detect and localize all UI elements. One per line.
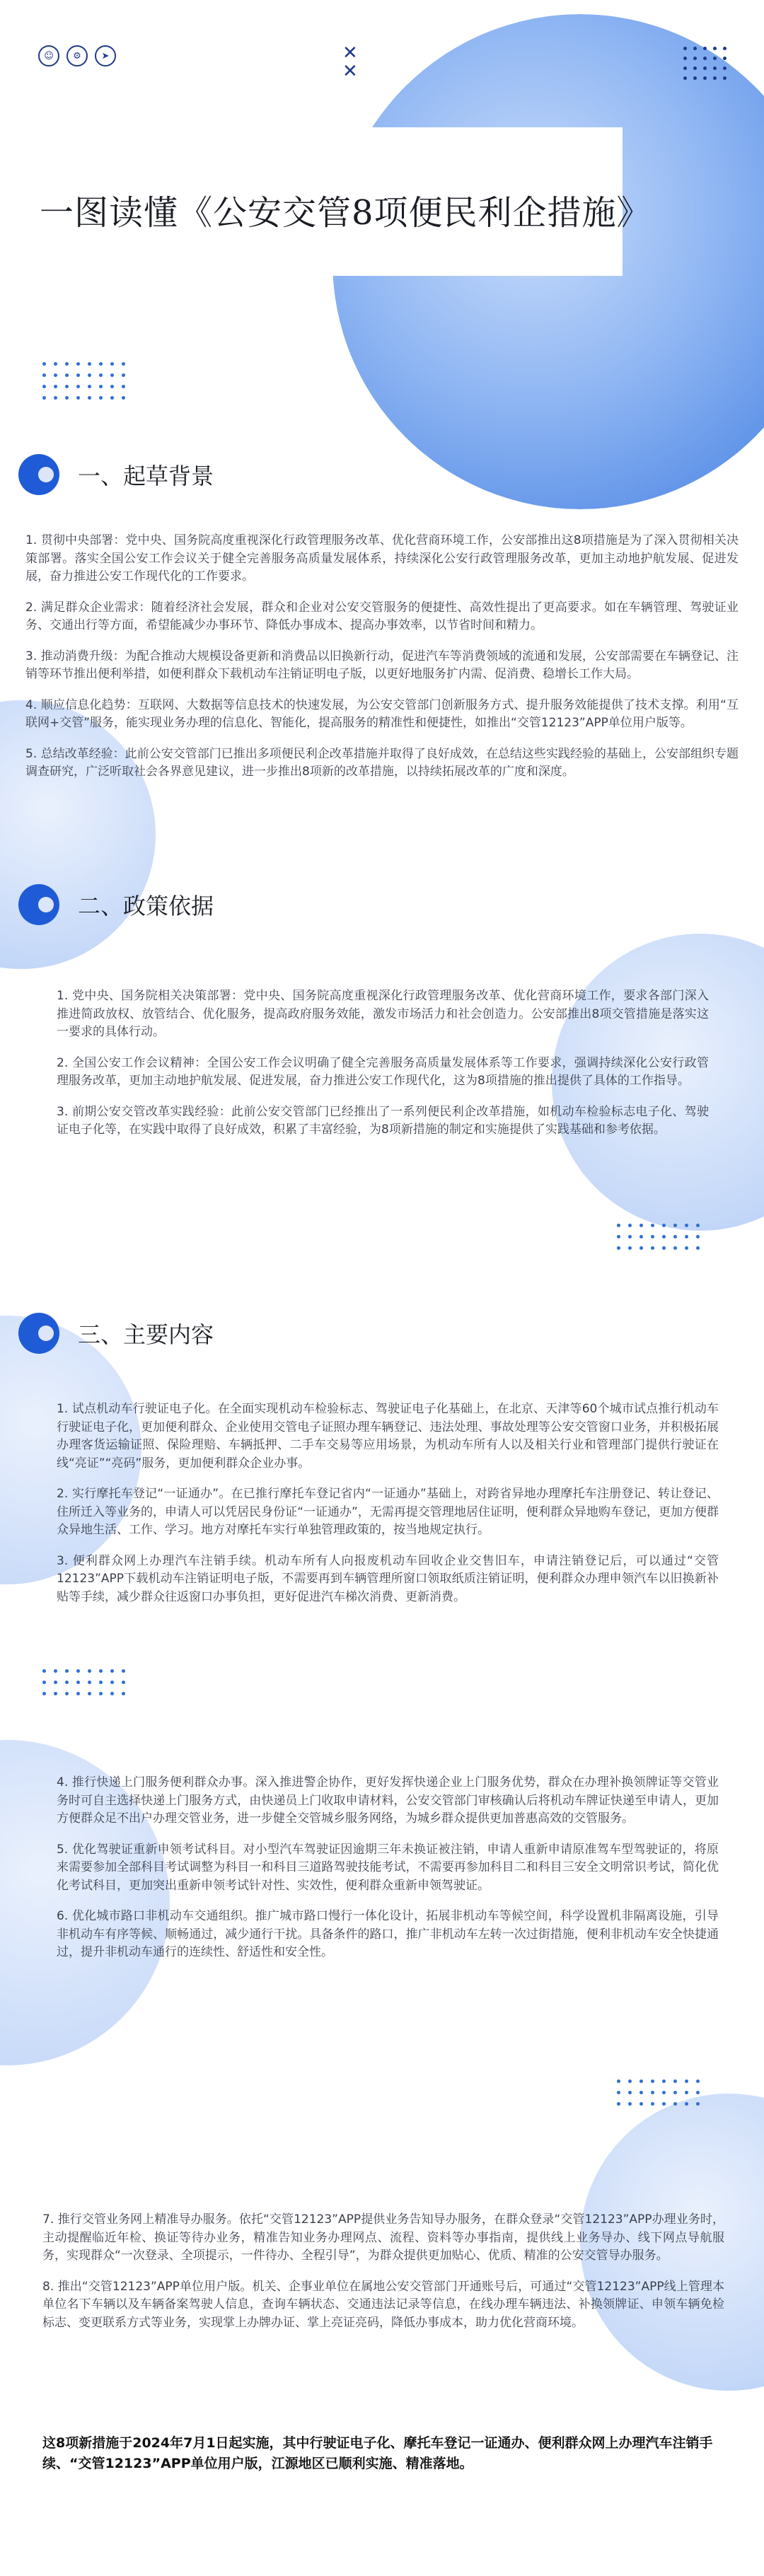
list-item: 3. 前期公安交管改革实践经验：此前公安交管部门已经推出了一系列便民利企改革措施，如机动车检验标志电子化、驾驶证电子化等，在实践中取得了良好成效，积累了丰富经验，为8项新措施的制定和实施提供了实践基础和参考依据。 bbox=[57, 1104, 709, 1137]
list-item: 1. 贯彻中央部署：党中央、国务院高度重视深化行政管理服务改革、优化营商环境工作，公安部推出这8项措施是为了深入贯彻相关决策部署。落实全国公安工作会议关于健全完善服务高质量发展体系，持续深化公安行政管理服务改革，更加主动地护航发展、促进发展，奋力推进公安工作现代化的工作要求。 bbox=[25, 533, 739, 584]
section-bullet-icon bbox=[18, 884, 59, 925]
dot-grid-decoration bbox=[617, 1224, 700, 1250]
list-item: 3. 推动消费升级：为配合推动大规模设备更新和消费品以旧换新行动，促进汽车等消费领域的流通和发展，公安部需要在车辆登记、注销等环节推出便利举措，如便利群众下载机动车注销证明电子版，以更好地服务扩内需、促消费、稳增长工作大局。 bbox=[25, 649, 739, 681]
list-item: 6. 优化城市路口非机动车交通组织。推广城市路口慢行一体化设计，拓展非机动车等候空间，科学设置机非隔离设施，引导非机动车有序等候、顺畅通过，减少通行干扰。具备条件的路口，推广非机动车左转一次过街措施，便利非机动车安全快捷通过，提升非机动车通行的连续性、舒适性和安全性。 bbox=[57, 1909, 719, 1959]
list-item: 1. 试点机动车行驶证电子化。在全面实现机动车检验标志、驾驶证电子化基础上，在北京、天津等60个城市试点推行机动车行驶证电子化，更加便利群众、企业使用交管电子证照办理车辆登记、违法处理、事故处理等公安交管窗口业务，并积极拓展办理客货运输证照、保险理赔、车辆抵押、二手车交易等应用场景，为机动车所有人以及相关行业和管理部门提供行驶证在线“亮证”“亮码”服务，更加便利群众企业办事。 bbox=[57, 1402, 719, 1470]
section-title: 二、政策依据 bbox=[78, 893, 214, 919]
section-body bbox=[57, 1400, 719, 1619]
list-item: 8. 推出“交管12123”APP单位用户版。机关、企事业单位在属地公安交管部门开通账号后，可通过“交管12123”APP线上管理本单位名下车辆以及车辆备案驾驶人信息，查询车辆状态、交通违法记录等信息，在线办理车辆违法、补换领牌证、申领车辆免检标志、变更联系方式等业务，实现掌上办牌办证、掌上亮证亮码，降低办事成本，助力优化营商环境。 bbox=[42, 2279, 724, 2330]
list-item: 2. 实行摩托车登记“一证通办”。在已推行摩托车登记省内“一证通办”基础上，对跨省异地办理摩托车注册登记、转让登记、住所迁入等业务的，申请人可以凭居民身份证“一证通办”，无需再提交管理地居住证明，便利群众异地购车登记，更加方便群众异地生活、工作、学习。地方对摩托车实行单独管理政策的，按当地规定执行。 bbox=[57, 1487, 719, 1537]
list-item: 2. 全国公安工作会议精神：全国公安工作会议明确了健全完善服务高质量发展体系等工作要求，强调持续深化公安行政管理服务改革，更加主动地护航发展、促进发展，奋力推进公安工作现代化，这为8项措施的推出提供了具体的工作指导。 bbox=[57, 1055, 709, 1088]
send-icon[interactable]: ➤ bbox=[95, 45, 116, 66]
closing-statement: 这8项新措施于2024年7月1日起实施，其中行驶证电子化、摩托车登记一证通办、便利群众网上办理汽车注销手续、“交管12123”APP单位用户版，江源地区已顺利实施、精准落地。 bbox=[42, 2435, 713, 2472]
close-icon[interactable]: ✕ ✕ bbox=[342, 42, 358, 82]
list-item: 2. 满足群众企业需求：随着经济社会发展，群众和企业对公安交管服务的便捷性、高效性提出了更高要求。如在车辆管理、驾驶证业务、交通出行等方面，希望能减少办事环节、降低办事成本、提高办事效率，以节省时间和精力。 bbox=[25, 600, 739, 632]
section-body bbox=[57, 1774, 719, 1975]
dot-grid-decoration bbox=[683, 47, 727, 80]
list-item: 5. 总结改革经验：此前公安交管部门已推出多项便民利企改革措施并取得了良好成效，在总结这些实践经验的基础上，公安部组织专题调查研究，广泛听取社会各界意见建议，进一步推出8项新的改革措施，以持续拓展改革的广度和深度。 bbox=[25, 746, 739, 779]
dot-grid-decoration bbox=[42, 1669, 125, 1695]
section-bullet-icon bbox=[18, 454, 59, 495]
section-body bbox=[42, 2211, 724, 2345]
dot-grid-decoration bbox=[617, 2079, 700, 2106]
section-body bbox=[57, 987, 709, 1152]
section-title: 一、起草背景 bbox=[78, 463, 214, 489]
page-title: 一图读懂《公安交管8项便民利企措施》 bbox=[40, 193, 652, 233]
list-item: 4. 顺应信息化趋势：互联网、大数据等信息技术的快速发展，为公安交管部门创新服务方式、提升服务效能提供了技术支撑。利用“互联网+交管”服务，能实现业务办理的信息化、智能化，提高服务的精准性和便捷性，如推出“交管12123”APP单位用户版等。 bbox=[25, 697, 739, 730]
section-header bbox=[18, 1313, 214, 1354]
section-header bbox=[18, 884, 214, 925]
list-item: 5. 优化驾驶证重新申领考试科目。对小型汽车驾驶证因逾期三年未换证被注销，申请人重新申请原准驾车型驾驶证的，将原来需要参加全部科目考试调整为科目一和科目三道路驾驶技能考试，不需要再参加科目二和科目三安全文明常识考试，简化优化考试科目，更加突出重新申领考试针对性、实效性，便利群众重新申领驾驶证。 bbox=[57, 1842, 719, 1893]
list-item: 1. 党中央、国务院相关决策部署：党中央、国务院高度重视深化行政管理服务改革、优化营商环境工作，要求各部门深入推进简政放权、放管结合、优化服务，提高政府服务效能，激发市场活力和社会创造力。公安部推出8项交管措施是落实这一要求的具体行动。 bbox=[57, 989, 709, 1039]
list-item: 7. 推行交管业务网上精准导办服务。依托“交管12123”APP提供业务告知导办服务，在群众登录“交管12123”APP办理业务时，主动提醒临近年检、换证等待办业务，精准告知业务办理网点、流程、资料等办事指南，提供线上业务导办、线下网点导航服务，实现群众“一次登录、全项提示，一件待办、全程引导”，为群众提供更加贴心、优质、精准的公安交管导办服务。 bbox=[42, 2212, 724, 2263]
user-icon[interactable]: ☺ bbox=[38, 45, 59, 66]
section-bullet-icon bbox=[18, 1313, 59, 1354]
dot-grid-decoration bbox=[42, 362, 125, 400]
list-item: 4. 推行快递上门服务便利群众办事。深入推进警企协作，更好发挥快递企业上门服务优势，群众在办理补换领牌证等交管业务时可自主选择快递上门服务方式，由快递员上门收取申请材料，公安交管部门审核确认后将机动车牌证快递至申请人，更加方便群众足不出户办理交管业务，进一步健全交管城乡服务网络，为城乡群众提供更加普惠高效的交管服务。 bbox=[57, 1775, 719, 1826]
section-body bbox=[25, 532, 739, 794]
list-item: 3. 便利群众网上办理汽车注销手续。机动车所有人向报废机动车回收企业交售旧车，申请注销登记后，可以通过“交管12123”APP下载机动车注销证明电子版，不需要再到车辆管理所窗口领取纸质注销证明，便利群众办理申领汽车以旧换新补贴等手续，减少群众往返窗口办事负担，更好促进汽车梯次消费、更新消费。 bbox=[57, 1553, 719, 1604]
settings-icon[interactable]: ⚙ bbox=[66, 45, 88, 66]
section-header bbox=[18, 454, 214, 495]
section-title: 三、主要内容 bbox=[78, 1321, 214, 1348]
top-icon-bar bbox=[38, 45, 116, 66]
